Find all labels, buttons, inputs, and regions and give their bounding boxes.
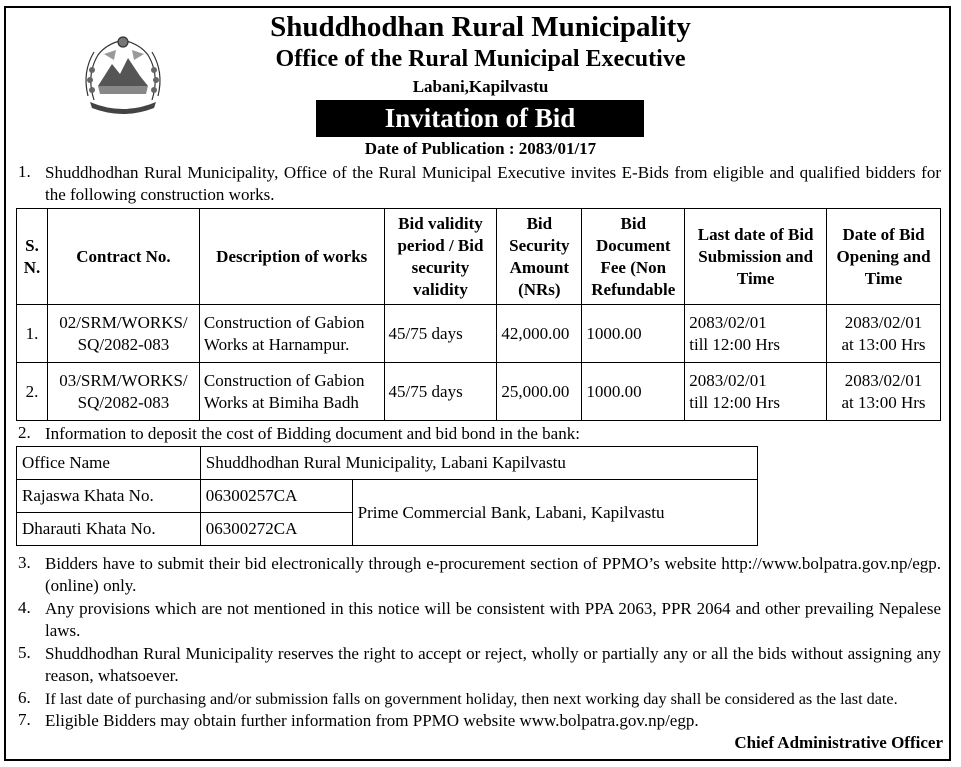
header-description: Description of works — [199, 209, 384, 305]
table-row — [17, 447, 758, 480]
item-5-number: 5. — [18, 643, 31, 662]
item-4-number: 4. — [18, 598, 31, 617]
header-opening: Date of Bid Opening and Time — [827, 209, 941, 305]
bank-table — [16, 446, 758, 546]
office-name-value: Shuddhodhan Rural Municipality, Labani Kapilvastu — [200, 447, 757, 480]
header-validity: Bid validity period / Bid security validity — [384, 209, 497, 305]
rajaswa-label: Rajaswa Khata No. — [17, 480, 201, 513]
address: Labani,Kapilvastu — [412, 77, 549, 96]
row-contract: 03/SRM/WORKS/ SQ/2082-083 — [47, 363, 199, 421]
dharauti-label: Dharauti Khata No. — [17, 513, 201, 546]
table-row — [17, 363, 941, 421]
row-opening: 2083/02/01 at 13:00 Hrs — [827, 305, 941, 363]
item-1-text: Shuddhodhan Rural Municipality, Office of the Rural Municipal Executive invites E-Bids from eligible and qualified bidders for the following construction works. — [45, 163, 941, 204]
item-2-text: Information to deposit the cost of Bidding document and bid bond in the bank: — [45, 424, 580, 443]
banner-title: Invitation of Bid — [316, 100, 644, 137]
header-contract: Contract No. — [47, 209, 199, 305]
row-validity: 45/75 days — [384, 363, 497, 421]
row-fee: 1000.00 — [582, 305, 685, 363]
row-security: 42,000.00 — [497, 305, 582, 363]
header-sn: S. N. — [17, 209, 48, 305]
item-2-number: 2. — [18, 423, 31, 442]
item-4-text: Any provisions which are not mentioned in this notice will be consistent with PPA 2063, PPR 2064 and other prevailing Nepalese laws. — [45, 599, 941, 640]
header-last-date: Last date of Bid Submission and Time — [685, 209, 827, 305]
row-validity: 45/75 days — [384, 305, 497, 363]
header-fee: Bid Document Fee (Non Refundable — [582, 209, 685, 305]
item-3-number: 3. — [18, 553, 31, 572]
item-6-text: If last date of purchasing and/or submission falls on government holiday, then next working day shall be considered as the last date. — [45, 690, 898, 708]
row-description: Construction of Gabion Works at Bimiha Badh — [199, 363, 384, 421]
item-1-number: 1. — [18, 162, 31, 181]
item-5-text: Shuddhodhan Rural Municipality reserves the right to accept or reject, wholly or partially any or all the bids without assigning any reason, whatsoever. — [45, 644, 941, 685]
row-last-date: 2083/02/01 till 12:00 Hrs — [685, 305, 827, 363]
table-row — [17, 305, 941, 363]
row-security: 25,000.00 — [497, 363, 582, 421]
row-sn: 2. — [17, 363, 48, 421]
rajaswa-value: 06300257CA — [200, 480, 352, 513]
bank-name: Prime Commercial Bank, Labani, Kapilvastu — [352, 480, 757, 546]
item-7-number: 7. — [18, 710, 31, 729]
row-opening: 2083/02/01 at 13:00 Hrs — [827, 363, 941, 421]
row-last-date: 2083/02/01 till 12:00 Hrs — [685, 363, 827, 421]
bid-table — [16, 208, 941, 421]
publication-date: Date of Publication : 2083/01/17 — [364, 139, 597, 158]
dharauti-value: 06300272CA — [200, 513, 352, 546]
office-name-label: Office Name — [17, 447, 201, 480]
office-title: Office of the Rural Municipal Executive — [275, 46, 686, 72]
org-title: Shuddhodhan Rural Municipality — [270, 11, 691, 43]
row-description: Construction of Gabion Works at Harnampur. — [199, 305, 384, 363]
bid-table-header — [17, 209, 941, 305]
item-6-number: 6. — [18, 688, 31, 707]
row-sn: 1. — [17, 305, 48, 363]
row-contract: 02/SRM/WORKS/ SQ/2082-083 — [47, 305, 199, 363]
row-fee: 1000.00 — [582, 363, 685, 421]
item-7-text: Eligible Bidders may obtain further information from PPMO website www.bolpatra.gov.np/egp. — [45, 711, 699, 730]
item-3-text: Bidders have to submit their bid electronically through e-procurement section of PPMO’s website http://www.bolpatra.gov.np/egp. (online) only. — [45, 554, 941, 595]
header-security: Bid Security Amount (NRs) — [497, 209, 582, 305]
table-row — [17, 480, 758, 513]
signature: Chief Administrative Officer — [734, 733, 943, 752]
